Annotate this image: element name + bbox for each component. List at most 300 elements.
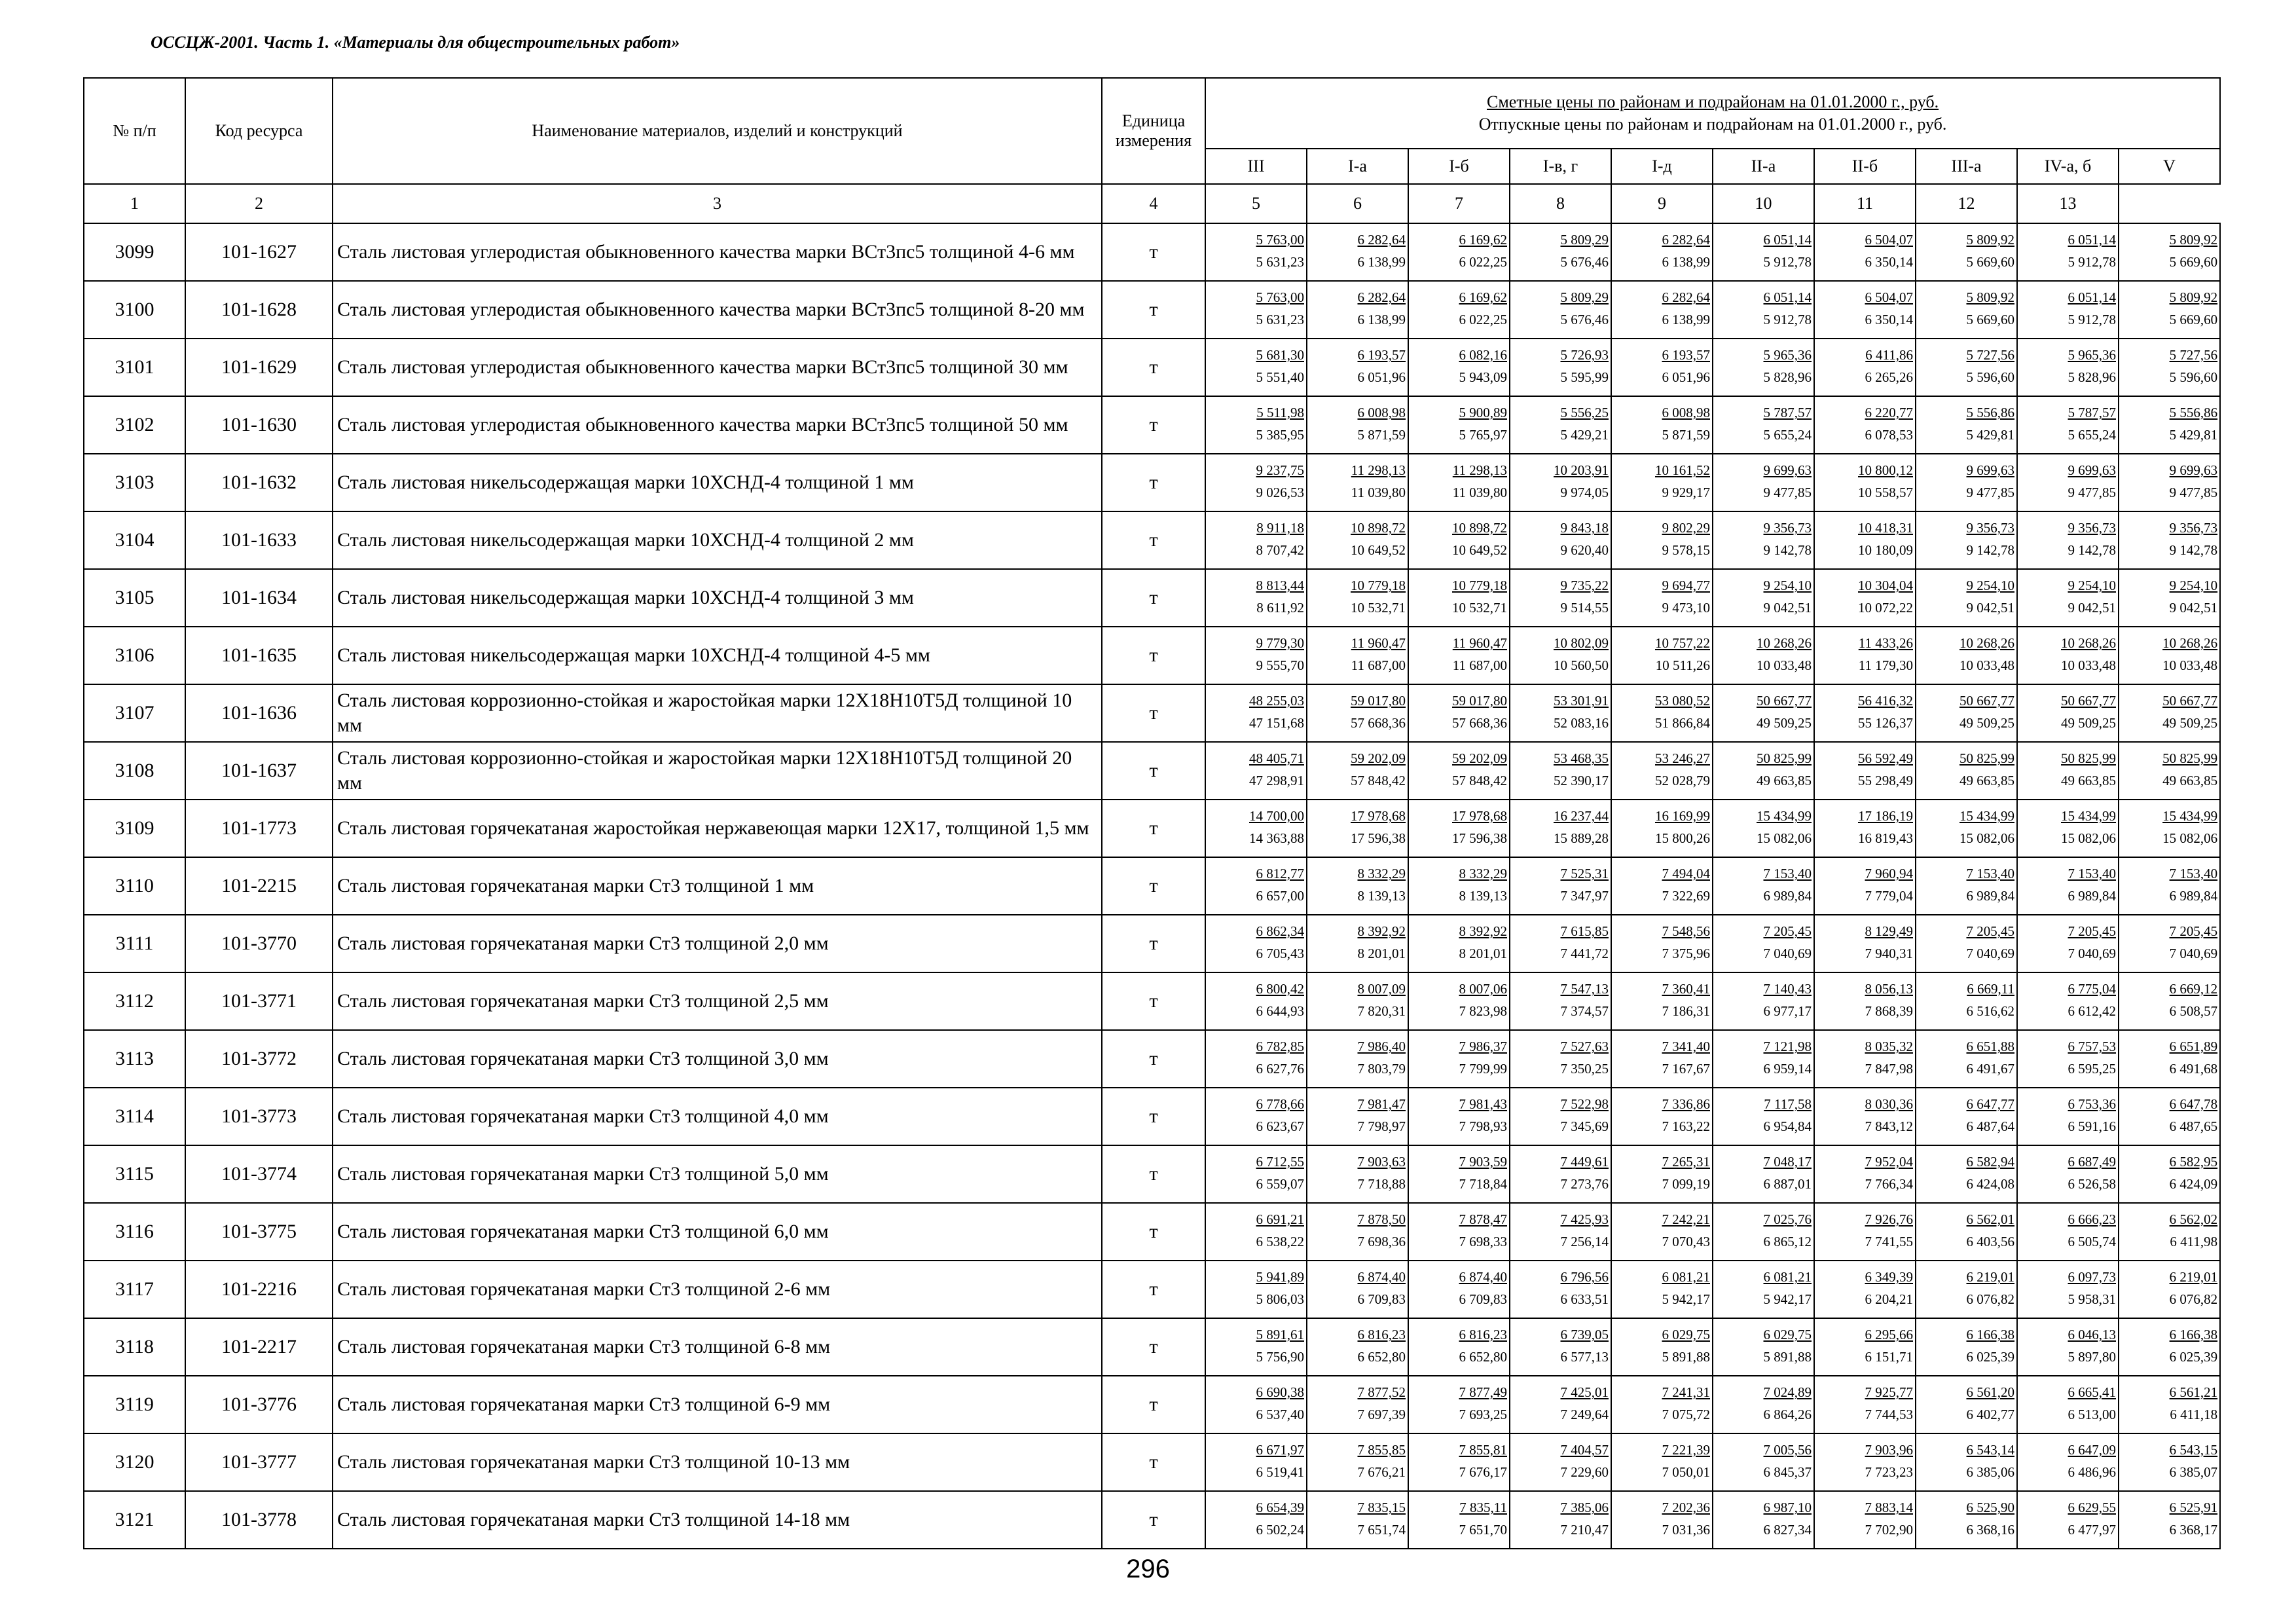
column-number: 13 xyxy=(2017,184,2119,223)
price-cell xyxy=(1611,1030,1713,1088)
wholesale-price: 8 201,01 xyxy=(1357,946,1406,961)
wholesale-price: 5 596,60 xyxy=(1966,369,2014,385)
unit-of-measure: т xyxy=(1102,454,1205,511)
estimate-price: 6 051,14 xyxy=(2068,232,2116,248)
column-number: 1 xyxy=(84,184,185,223)
estimate-price: 6 166,38 xyxy=(1966,1327,2014,1342)
estimate-price: 48 405,71 xyxy=(1249,750,1304,766)
wholesale-price: 15 082,06 xyxy=(2162,830,2218,846)
price-cell xyxy=(1510,915,1611,972)
price-cell xyxy=(1510,1318,1611,1376)
wholesale-price: 6 051,96 xyxy=(1357,369,1406,385)
material-name: Сталь листовая горячекатаная марки Ст3 толщиной 14-18 мм xyxy=(333,1491,1102,1549)
estimate-price: 7 404,57 xyxy=(1560,1442,1609,1458)
price-cell xyxy=(2017,454,2119,511)
estimate-price: 50 667,77 xyxy=(2061,693,2116,709)
price-cell xyxy=(1916,915,2017,972)
wholesale-price: 7 651,74 xyxy=(1357,1522,1406,1538)
estimate-price: 6 029,75 xyxy=(1662,1327,1710,1342)
wholesale-price: 7 186,31 xyxy=(1662,1003,1710,1019)
wholesale-price: 5 765,97 xyxy=(1459,427,1507,443)
price-cell xyxy=(1510,627,1611,684)
region-header: I-а xyxy=(1307,149,1408,184)
price-cell xyxy=(1814,569,1916,627)
wholesale-price: 11 179,30 xyxy=(1858,657,1913,673)
estimate-price: 7 960,94 xyxy=(1865,866,1913,881)
price-cell xyxy=(1510,1261,1611,1318)
table-row xyxy=(84,1318,2220,1376)
price-cell xyxy=(1814,454,1916,511)
wholesale-price: 6 076,82 xyxy=(1966,1291,2014,1307)
wholesale-price: 5 676,46 xyxy=(1560,312,1609,327)
unit-of-measure: т xyxy=(1102,1030,1205,1088)
estimate-price: 6 193,57 xyxy=(1662,347,1710,363)
estimate-price: 6 651,88 xyxy=(1966,1039,2014,1054)
price-cell xyxy=(2017,511,2119,569)
wholesale-price: 6 076,82 xyxy=(2169,1291,2218,1307)
row-index: 3117 xyxy=(84,1261,185,1318)
estimate-price: 50 825,99 xyxy=(2061,750,2116,766)
wholesale-price: 6 652,80 xyxy=(1459,1349,1507,1365)
price-cell xyxy=(1408,569,1510,627)
estimate-price: 7 025,76 xyxy=(1763,1211,1812,1227)
estimate-price: 7 242,21 xyxy=(1662,1211,1710,1227)
estimate-price: 7 341,40 xyxy=(1662,1039,1710,1054)
price-cell xyxy=(1611,1318,1713,1376)
price-cell xyxy=(1611,800,1713,857)
wholesale-price: 9 477,85 xyxy=(2068,485,2116,500)
wholesale-price: 7 031,36 xyxy=(1662,1522,1710,1538)
wholesale-price: 6 959,14 xyxy=(1763,1061,1812,1077)
estimate-price: 8 911,18 xyxy=(1256,520,1304,536)
price-cell xyxy=(1916,1376,2017,1433)
wholesale-price: 57 848,42 xyxy=(1452,773,1507,788)
table-row xyxy=(84,1145,2220,1203)
resource-code: 101-1636 xyxy=(185,684,333,742)
wholesale-price: 7 040,69 xyxy=(1763,946,1812,961)
wholesale-price: 9 042,51 xyxy=(2169,600,2218,616)
price-cell xyxy=(1814,800,1916,857)
resource-code: 101-1628 xyxy=(185,281,333,339)
wholesale-price: 6 633,51 xyxy=(1560,1291,1609,1307)
estimate-price: 56 592,49 xyxy=(1858,750,1913,766)
wholesale-price: 11 039,80 xyxy=(1452,485,1507,500)
wholesale-price: 11 039,80 xyxy=(1351,485,1406,500)
material-name: Сталь листовая горячекатаная марки Ст3 толщиной 6,0 мм xyxy=(333,1203,1102,1261)
estimate-price: 6 081,21 xyxy=(1662,1269,1710,1285)
wholesale-price: 7 070,43 xyxy=(1662,1234,1710,1249)
price-cell xyxy=(1713,1491,1814,1549)
price-cell xyxy=(1916,857,2017,915)
price-cell xyxy=(1408,627,1510,684)
estimate-price: 9 779,30 xyxy=(1256,635,1304,651)
wholesale-price: 6 977,17 xyxy=(1763,1003,1812,1019)
wholesale-price: 7 375,96 xyxy=(1662,946,1710,961)
wholesale-price: 6 577,13 xyxy=(1560,1349,1609,1365)
price-cell xyxy=(1713,972,1814,1030)
estimate-price: 6 504,07 xyxy=(1865,289,1913,305)
resource-code: 101-1632 xyxy=(185,454,333,511)
price-cell xyxy=(1307,339,1408,396)
price-cell xyxy=(1510,684,1611,742)
unit-of-measure: т xyxy=(1102,396,1205,454)
wholesale-price: 5 429,21 xyxy=(1560,427,1609,443)
price-cell xyxy=(1814,972,1916,1030)
estimate-price: 10 268,26 xyxy=(1959,635,2014,651)
price-cell xyxy=(1916,1145,2017,1203)
estimate-price: 7 024,89 xyxy=(1763,1384,1812,1400)
estimate-price: 50 825,99 xyxy=(2162,750,2218,766)
wholesale-price: 49 509,25 xyxy=(1959,715,2014,731)
estimate-price: 59 017,80 xyxy=(1452,693,1507,709)
estimate-price: 6 082,16 xyxy=(1459,347,1507,363)
wholesale-price: 10 033,48 xyxy=(2061,657,2116,673)
estimate-price: 6 812,77 xyxy=(1256,866,1304,881)
price-cell xyxy=(2119,742,2220,800)
price-cell xyxy=(1307,1491,1408,1549)
estimate-price: 7 153,40 xyxy=(1763,866,1812,881)
wholesale-price: 6 864,26 xyxy=(1763,1407,1812,1422)
estimate-price: 6 525,90 xyxy=(1966,1500,2014,1515)
estimate-price: 7 878,47 xyxy=(1459,1211,1507,1227)
estimate-price: 7 952,04 xyxy=(1865,1154,1913,1170)
wholesale-price: 5 631,23 xyxy=(1256,312,1304,327)
estimate-price: 7 221,39 xyxy=(1662,1442,1710,1458)
wholesale-price: 5 595,99 xyxy=(1560,369,1609,385)
column-number: 9 xyxy=(1611,184,1713,223)
wholesale-price: 6 709,83 xyxy=(1459,1291,1507,1307)
estimate-price: 48 255,03 xyxy=(1249,693,1304,709)
price-cell xyxy=(1713,1261,1814,1318)
estimate-price: 6 647,09 xyxy=(2068,1442,2116,1458)
column-number: 12 xyxy=(1916,184,2017,223)
price-cell xyxy=(1814,281,1916,339)
estimate-price: 17 978,68 xyxy=(1351,808,1406,824)
wholesale-price: 7 249,64 xyxy=(1560,1407,1609,1422)
wholesale-price: 5 669,60 xyxy=(2169,312,2218,327)
price-cell xyxy=(1205,1318,1307,1376)
unit-of-measure: т xyxy=(1102,915,1205,972)
estimate-price: 9 237,75 xyxy=(1256,462,1304,478)
price-table xyxy=(83,77,2221,1549)
price-cell xyxy=(1713,1203,1814,1261)
resource-code: 101-1633 xyxy=(185,511,333,569)
resource-code: 101-3775 xyxy=(185,1203,333,1261)
wholesale-price: 6 989,84 xyxy=(2169,888,2218,904)
price-cell xyxy=(1510,800,1611,857)
price-cell xyxy=(1408,742,1510,800)
table-row xyxy=(84,1203,2220,1261)
price-cell xyxy=(1814,857,1916,915)
material-name: Сталь листовая горячекатаная марки Ст3 толщиной 4,0 мм xyxy=(333,1088,1102,1145)
region-header: III xyxy=(1205,149,1307,184)
page-number: 296 xyxy=(1126,1555,1170,1583)
price-cell xyxy=(1713,569,1814,627)
price-cell xyxy=(1713,281,1814,339)
unit-of-measure: т xyxy=(1102,569,1205,627)
wholesale-price: 5 958,31 xyxy=(2068,1291,2116,1307)
price-cell xyxy=(1510,1030,1611,1088)
estimate-price: 11 298,13 xyxy=(1452,462,1507,478)
wholesale-price: 5 891,88 xyxy=(1662,1349,1710,1365)
wholesale-price: 6 025,39 xyxy=(2169,1349,2218,1365)
estimate-price: 9 356,73 xyxy=(2169,520,2218,536)
estimate-price: 6 097,73 xyxy=(2068,1269,2116,1285)
estimate-price: 15 434,99 xyxy=(2061,808,2116,824)
price-cell xyxy=(2017,281,2119,339)
wholesale-price: 9 026,53 xyxy=(1256,485,1304,500)
estimate-price: 10 161,52 xyxy=(1655,462,1710,478)
wholesale-price: 6 025,39 xyxy=(1966,1349,2014,1365)
price-cell xyxy=(1205,1376,1307,1433)
row-index: 3118 xyxy=(84,1318,185,1376)
price-cell xyxy=(2017,1030,2119,1088)
price-cell xyxy=(1916,1261,2017,1318)
price-cell xyxy=(1205,339,1307,396)
estimate-price: 6 008,98 xyxy=(1357,405,1406,420)
estimate-price: 5 727,56 xyxy=(1966,347,2014,363)
estimate-price: 5 809,92 xyxy=(2169,232,2218,248)
price-cell xyxy=(2017,1491,2119,1549)
wholesale-price: 6 022,25 xyxy=(1459,312,1507,327)
wholesale-price: 6 559,07 xyxy=(1256,1176,1304,1192)
wholesale-price: 7 723,23 xyxy=(1865,1464,1913,1480)
unit-of-measure: т xyxy=(1102,1433,1205,1491)
wholesale-price: 6 350,14 xyxy=(1865,312,1913,327)
price-cell xyxy=(2119,1261,2220,1318)
wholesale-price: 7 823,98 xyxy=(1459,1003,1507,1019)
estimate-price: 7 153,40 xyxy=(1966,866,2014,881)
column-number: 11 xyxy=(1814,184,1916,223)
row-index: 3109 xyxy=(84,800,185,857)
price-cell xyxy=(1510,511,1611,569)
estimate-price: 6 295,66 xyxy=(1865,1327,1913,1342)
resource-code: 101-1773 xyxy=(185,800,333,857)
estimate-price: 6 666,23 xyxy=(2068,1211,2116,1227)
wholesale-price: 5 631,23 xyxy=(1256,254,1304,270)
price-cell xyxy=(1307,223,1408,281)
price-cell xyxy=(2017,742,2119,800)
wholesale-price: 7 847,98 xyxy=(1865,1061,1913,1077)
estimate-price: 10 268,26 xyxy=(1757,635,1812,651)
wholesale-price: 5 551,40 xyxy=(1256,369,1304,385)
wholesale-price: 7 347,97 xyxy=(1560,888,1609,904)
estimate-price: 15 434,99 xyxy=(1757,808,1812,824)
estimate-price: 6 665,41 xyxy=(2068,1384,2116,1400)
resource-code: 101-1629 xyxy=(185,339,333,396)
estimate-price: 53 468,35 xyxy=(1554,750,1609,766)
table-row xyxy=(84,627,2220,684)
estimate-price: 5 511,98 xyxy=(1256,405,1304,420)
price-cell xyxy=(2017,1145,2119,1203)
column-number: 3 xyxy=(333,184,1102,223)
wholesale-price: 6 411,98 xyxy=(2170,1234,2218,1249)
estimate-price: 50 667,77 xyxy=(1959,693,2014,709)
estimate-price: 6 669,12 xyxy=(2169,981,2218,997)
wholesale-price: 7 718,88 xyxy=(1357,1176,1406,1192)
estimate-price: 5 809,92 xyxy=(1966,289,2014,305)
wholesale-price: 6 705,43 xyxy=(1256,946,1304,961)
wholesale-price: 6 827,34 xyxy=(1763,1522,1812,1538)
row-index: 3102 xyxy=(84,396,185,454)
estimate-price: 6 775,04 xyxy=(2068,981,2116,997)
wholesale-price: 9 477,85 xyxy=(1966,485,2014,500)
unit-of-measure: т xyxy=(1102,1088,1205,1145)
price-cell xyxy=(1510,1376,1611,1433)
material-name: Сталь листовая горячекатаная марки Ст3 толщиной 1 мм xyxy=(333,857,1102,915)
estimate-price: 7 385,06 xyxy=(1560,1500,1609,1515)
material-name: Сталь листовая углеродистая обыкновенного качества марки ВСт3пс5 толщиной 30 мм xyxy=(333,339,1102,396)
price-cell xyxy=(1611,742,1713,800)
resource-code: 101-1630 xyxy=(185,396,333,454)
price-cell xyxy=(1713,454,1814,511)
price-cell xyxy=(1408,223,1510,281)
estimate-price: 6 816,23 xyxy=(1459,1327,1507,1342)
estimate-price: 5 941,89 xyxy=(1256,1269,1304,1285)
wholesale-price: 6 516,62 xyxy=(1966,1003,2014,1019)
table-row xyxy=(84,223,2220,281)
table-row xyxy=(84,339,2220,396)
price-cell xyxy=(1611,1376,1713,1433)
estimate-price: 10 304,04 xyxy=(1858,578,1913,593)
estimate-price: 7 005,56 xyxy=(1763,1442,1812,1458)
estimate-price: 7 835,15 xyxy=(1357,1500,1406,1515)
estimate-price: 7 449,61 xyxy=(1560,1154,1609,1170)
price-cell xyxy=(1611,684,1713,742)
price-cell xyxy=(2119,339,2220,396)
wholesale-price: 10 033,48 xyxy=(2162,657,2218,673)
row-index: 3114 xyxy=(84,1088,185,1145)
estimate-price: 15 434,99 xyxy=(2162,808,2218,824)
wholesale-price: 9 142,78 xyxy=(2169,542,2218,558)
region-header: II-а xyxy=(1713,149,1814,184)
estimate-price: 6 687,49 xyxy=(2068,1154,2116,1170)
wholesale-price: 15 800,26 xyxy=(1655,830,1710,846)
price-cell xyxy=(2017,1318,2119,1376)
wholesale-price: 7 676,17 xyxy=(1459,1464,1507,1480)
price-cell xyxy=(1408,339,1510,396)
wholesale-price: 6 989,84 xyxy=(1763,888,1812,904)
estimate-price: 6 647,78 xyxy=(2169,1096,2218,1112)
wholesale-price: 6 487,64 xyxy=(1966,1118,2014,1134)
table-row xyxy=(84,857,2220,915)
resource-code: 101-2216 xyxy=(185,1261,333,1318)
estimate-price: 10 898,72 xyxy=(1351,520,1406,536)
material-name: Сталь листовая горячекатаная жаростойкая нержавеющая марки 12Х17, толщиной 1,5 мм xyxy=(333,800,1102,857)
estimate-price: 6 166,38 xyxy=(2169,1327,2218,1342)
header-wholesale-prices-title: Отпускные цены по районам и подрайонам на 01.01.2000 г., руб. xyxy=(1478,115,1947,134)
wholesale-price: 6 865,12 xyxy=(1763,1234,1812,1249)
wholesale-price: 6 051,96 xyxy=(1662,369,1710,385)
price-cell xyxy=(1307,1376,1408,1433)
price-cell xyxy=(1307,569,1408,627)
estimate-price: 59 202,09 xyxy=(1351,750,1406,766)
estimate-price: 5 787,57 xyxy=(2068,405,2116,420)
estimate-price: 6 782,85 xyxy=(1256,1039,1304,1054)
price-cell xyxy=(1408,857,1510,915)
price-cell xyxy=(1611,569,1713,627)
wholesale-price: 6 138,99 xyxy=(1662,254,1710,270)
price-cell xyxy=(1205,742,1307,800)
wholesale-price: 49 509,25 xyxy=(2162,715,2218,731)
estimate-price: 6 543,14 xyxy=(1966,1442,2014,1458)
price-cell xyxy=(1713,684,1814,742)
estimate-price: 7 877,49 xyxy=(1459,1384,1507,1400)
material-name: Сталь листовая никельсодержащая марки 10ХСНД-4 толщиной 2 мм xyxy=(333,511,1102,569)
price-cell xyxy=(1307,1433,1408,1491)
price-cell xyxy=(1916,800,2017,857)
estimate-price: 6 582,95 xyxy=(2169,1154,2218,1170)
estimate-price: 6 582,94 xyxy=(1966,1154,2014,1170)
resource-code: 101-2217 xyxy=(185,1318,333,1376)
price-cell xyxy=(1611,972,1713,1030)
price-cell xyxy=(1408,915,1510,972)
price-cell xyxy=(2119,684,2220,742)
price-cell xyxy=(1205,396,1307,454)
price-cell xyxy=(1205,857,1307,915)
row-index: 3113 xyxy=(84,1030,185,1088)
price-cell xyxy=(1611,1433,1713,1491)
wholesale-price: 6 491,67 xyxy=(1966,1061,2014,1077)
estimate-price: 6 562,02 xyxy=(2169,1211,2218,1227)
estimate-price: 5 556,86 xyxy=(1966,405,2014,420)
wholesale-price: 10 072,22 xyxy=(1858,600,1913,616)
wholesale-price: 6 591,16 xyxy=(2068,1118,2116,1134)
wholesale-price: 47 151,68 xyxy=(1249,715,1304,731)
wholesale-price: 10 511,26 xyxy=(1655,657,1710,673)
estimate-price: 8 332,29 xyxy=(1459,866,1507,881)
price-cell xyxy=(2119,1145,2220,1203)
price-cell xyxy=(1408,684,1510,742)
wholesale-price: 5 912,78 xyxy=(2068,312,2116,327)
wholesale-price: 6 505,74 xyxy=(2068,1234,2116,1249)
estimate-price: 7 205,45 xyxy=(1966,923,2014,939)
price-cell xyxy=(2119,569,2220,627)
price-cell xyxy=(2119,454,2220,511)
material-name: Сталь листовая углеродистая обыкновенного качества марки ВСт3пс5 толщиной 8-20 мм xyxy=(333,281,1102,339)
wholesale-price: 7 099,19 xyxy=(1662,1176,1710,1192)
price-cell xyxy=(2119,857,2220,915)
price-cell xyxy=(1916,281,2017,339)
wholesale-price: 47 298,91 xyxy=(1249,773,1304,788)
unit-of-measure: т xyxy=(1102,800,1205,857)
estimate-price: 7 903,63 xyxy=(1357,1154,1406,1170)
wholesale-price: 6 411,18 xyxy=(2170,1407,2218,1422)
resource-code: 101-3772 xyxy=(185,1030,333,1088)
price-cell xyxy=(1205,281,1307,339)
estimate-price: 50 825,99 xyxy=(1757,750,1812,766)
price-cell xyxy=(1611,627,1713,684)
estimate-price: 7 855,81 xyxy=(1459,1442,1507,1458)
table-row xyxy=(84,1088,2220,1145)
region-header: I-д xyxy=(1611,149,1713,184)
price-cell xyxy=(1814,1145,1916,1203)
estimate-price: 11 298,13 xyxy=(1351,462,1406,478)
header-unit: Единица измерения xyxy=(1102,78,1205,184)
wholesale-price: 9 555,70 xyxy=(1256,657,1304,673)
estimate-price: 56 416,32 xyxy=(1858,693,1913,709)
wholesale-price: 52 390,17 xyxy=(1554,773,1609,788)
wholesale-price: 14 363,88 xyxy=(1249,830,1304,846)
price-cell xyxy=(1307,857,1408,915)
wholesale-price: 10 033,48 xyxy=(1959,657,2014,673)
estimate-price: 59 202,09 xyxy=(1452,750,1507,766)
price-cell xyxy=(1611,396,1713,454)
material-name: Сталь листовая никельсодержащая марки 10ХСНД-4 толщиной 1 мм xyxy=(333,454,1102,511)
table-row xyxy=(84,396,2220,454)
document-title: ОССЦЖ-2001. Часть 1. «Материалы для общестроительных работ» xyxy=(151,33,680,52)
estimate-price: 14 700,00 xyxy=(1249,808,1304,824)
